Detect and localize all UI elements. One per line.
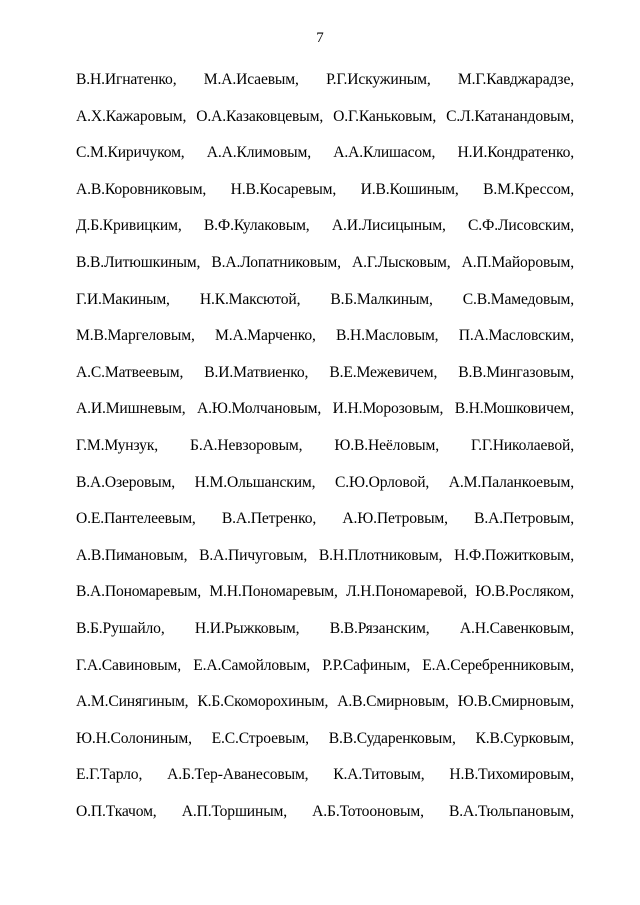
person-name: В.А.Пономаревым, bbox=[76, 583, 201, 601]
person-name: Д.Б.Кривицким, bbox=[76, 217, 182, 235]
person-name: А.А.Клишасом, bbox=[333, 144, 436, 162]
person-name: Г.Г.Николаевой, bbox=[471, 436, 574, 454]
person-name: М.Г.Кавджарадзе, bbox=[457, 71, 574, 88]
person-name: Г.И.Макиным, bbox=[76, 290, 170, 308]
person-name: Ю.В.Росляком, bbox=[475, 583, 574, 601]
person-name: В.Н.Масловым, bbox=[336, 327, 439, 345]
person-name: А.Ю.Молчановым, bbox=[196, 400, 322, 418]
person-name: Р.Р.Сафиным, bbox=[322, 656, 411, 674]
name-line bbox=[76, 108, 574, 145]
name-line bbox=[76, 217, 574, 254]
person-name: В.А.Петренко, bbox=[221, 510, 317, 528]
person-name: Ю.Н.Солониным, bbox=[76, 729, 192, 747]
name-line bbox=[76, 291, 574, 328]
person-name: А.А.Климовым, bbox=[206, 144, 311, 162]
person-name: Р.Г.Искужиным, bbox=[326, 71, 431, 88]
name-line bbox=[76, 620, 574, 657]
name-line bbox=[76, 730, 574, 767]
person-name: С.Ф.Лисовским, bbox=[468, 217, 574, 235]
name-line bbox=[76, 547, 574, 584]
person-name: С.В.Мамедовым, bbox=[462, 290, 574, 308]
person-name: В.Б.Малкиным, bbox=[330, 290, 433, 308]
person-name: А.В.Коровниковым, bbox=[76, 180, 207, 198]
person-name: Ю.В.Смирновым, bbox=[457, 693, 574, 711]
name-line bbox=[76, 766, 574, 803]
person-name: В.А.Тюльпановым, bbox=[449, 802, 574, 820]
name-line bbox=[76, 400, 574, 437]
name-line bbox=[76, 144, 574, 181]
person-name: И.Н.Морозовым, bbox=[332, 400, 444, 418]
person-name: В.Е.Межевичем, bbox=[329, 363, 438, 381]
person-name: О.П.Ткачом, bbox=[76, 802, 157, 820]
person-name: Н.Ф.Пожитковым, bbox=[454, 546, 574, 564]
person-name: О.Е.Пантелеевым, bbox=[76, 510, 196, 528]
person-name: А.В.Пимановым, bbox=[76, 546, 188, 564]
person-name: Е.С.Строевым, bbox=[211, 729, 309, 747]
person-name: В.В.Рязанским, bbox=[329, 619, 430, 637]
person-name: С.М.Киричуком, bbox=[76, 144, 185, 162]
person-name: В.Ф.Кулаковым, bbox=[203, 217, 310, 235]
person-name: О.Г.Каньковым, bbox=[333, 107, 437, 125]
person-name: Н.И.Кондратенко, bbox=[457, 144, 574, 162]
person-name: В.А.Петровым, bbox=[474, 510, 574, 528]
person-name: В.А.Лопатниковым, bbox=[211, 253, 341, 271]
person-name: П.А.Масловским, bbox=[458, 327, 574, 345]
person-name: В.В.Сударенковым, bbox=[328, 729, 456, 747]
person-name: В.Б.Рушайло, bbox=[76, 619, 165, 637]
person-name: В.В.Литюшкиным, bbox=[76, 253, 201, 271]
person-name: А.П.Майоровым, bbox=[461, 253, 574, 271]
names-list bbox=[76, 71, 574, 839]
name-line bbox=[76, 583, 574, 620]
person-name: А.М.Синягиным, bbox=[76, 693, 189, 711]
person-name: В.А.Пичуговым, bbox=[199, 546, 308, 564]
person-name: С.Ю.Орловой, bbox=[335, 473, 430, 491]
person-name: А.М.Паланкоевым, bbox=[448, 473, 574, 491]
person-name: Е.А.Серебренниковым, bbox=[422, 656, 574, 674]
person-name: К.А.Титовым, bbox=[333, 766, 425, 784]
person-name: К.В.Сурковым, bbox=[475, 729, 574, 747]
person-name: Ю.В.Неёловым, bbox=[334, 436, 439, 454]
person-name: М.А.Исаевым, bbox=[203, 71, 299, 88]
person-name: О.А.Казаковцевым, bbox=[196, 107, 324, 125]
person-name: М.В.Маргеловым, bbox=[76, 327, 195, 345]
name-line bbox=[76, 181, 574, 218]
person-name: Б.А.Невзоровым, bbox=[190, 436, 303, 454]
name-line bbox=[76, 510, 574, 547]
person-name: Н.М.Ольшанским, bbox=[194, 473, 316, 491]
name-line bbox=[76, 657, 574, 694]
person-name: Е.А.Самойловым, bbox=[193, 656, 311, 674]
person-name: В.Н.Плотниковым, bbox=[318, 546, 443, 564]
person-name: В.М.Крессом, bbox=[483, 180, 574, 198]
person-name: Л.Н.Пономаревой, bbox=[346, 583, 467, 601]
person-name: А.П.Торшиным, bbox=[181, 802, 287, 820]
name-line bbox=[76, 437, 574, 474]
person-name: Е.Г.Тарло, bbox=[76, 766, 143, 784]
person-name: А.Г.Лысковым, bbox=[351, 253, 451, 271]
person-name: Н.И.Рыжковым, bbox=[194, 619, 300, 637]
name-line bbox=[76, 364, 574, 401]
person-name: К.Б.Скоморохиным, bbox=[197, 693, 329, 711]
name-line bbox=[76, 254, 574, 291]
name-line bbox=[76, 327, 574, 364]
person-name: А.Б.Тотооновым, bbox=[312, 802, 424, 820]
person-name: А.В.Смирновым, bbox=[337, 693, 449, 711]
person-name: В.А.Озеровым, bbox=[76, 473, 176, 491]
person-name: Н.В.Тихомировым, bbox=[449, 766, 574, 784]
person-name: М.А.Марченко, bbox=[214, 327, 316, 345]
person-name: В.Н.Игнатенко, bbox=[76, 71, 177, 88]
person-name: А.С.Матвеевым, bbox=[76, 363, 184, 381]
name-line bbox=[76, 803, 574, 840]
name-line bbox=[76, 474, 574, 511]
person-name: А.Б.Тер-Аванесовым, bbox=[167, 766, 309, 784]
page-number: 7 bbox=[316, 30, 324, 46]
person-name: Н.В.Косаревым, bbox=[230, 180, 337, 198]
person-name: Н.К.Максютой, bbox=[199, 290, 301, 308]
person-name: А.Н.Савенковым, bbox=[459, 619, 574, 637]
name-line bbox=[76, 71, 574, 108]
person-name: М.Н.Пономаревым, bbox=[209, 583, 338, 601]
person-name: В.Н.Мошковичем, bbox=[454, 400, 574, 418]
person-name: Г.А.Савиновым, bbox=[76, 656, 181, 674]
person-name: С.Л.Катанандовым, bbox=[446, 107, 574, 125]
person-name: Г.М.Мунзук, bbox=[76, 436, 158, 454]
name-line bbox=[76, 693, 574, 730]
person-name: И.В.Кошиным, bbox=[360, 180, 459, 198]
person-name: В.И.Матвиенко, bbox=[204, 363, 309, 381]
person-name: А.Х.Кажаровым, bbox=[76, 107, 187, 125]
person-name: А.И.Лисицыным, bbox=[331, 217, 446, 235]
person-name: В.В.Мингазовым, bbox=[458, 363, 574, 381]
person-name: А.Ю.Петровым, bbox=[342, 510, 448, 528]
person-name: А.И.Мишневым, bbox=[76, 400, 186, 418]
